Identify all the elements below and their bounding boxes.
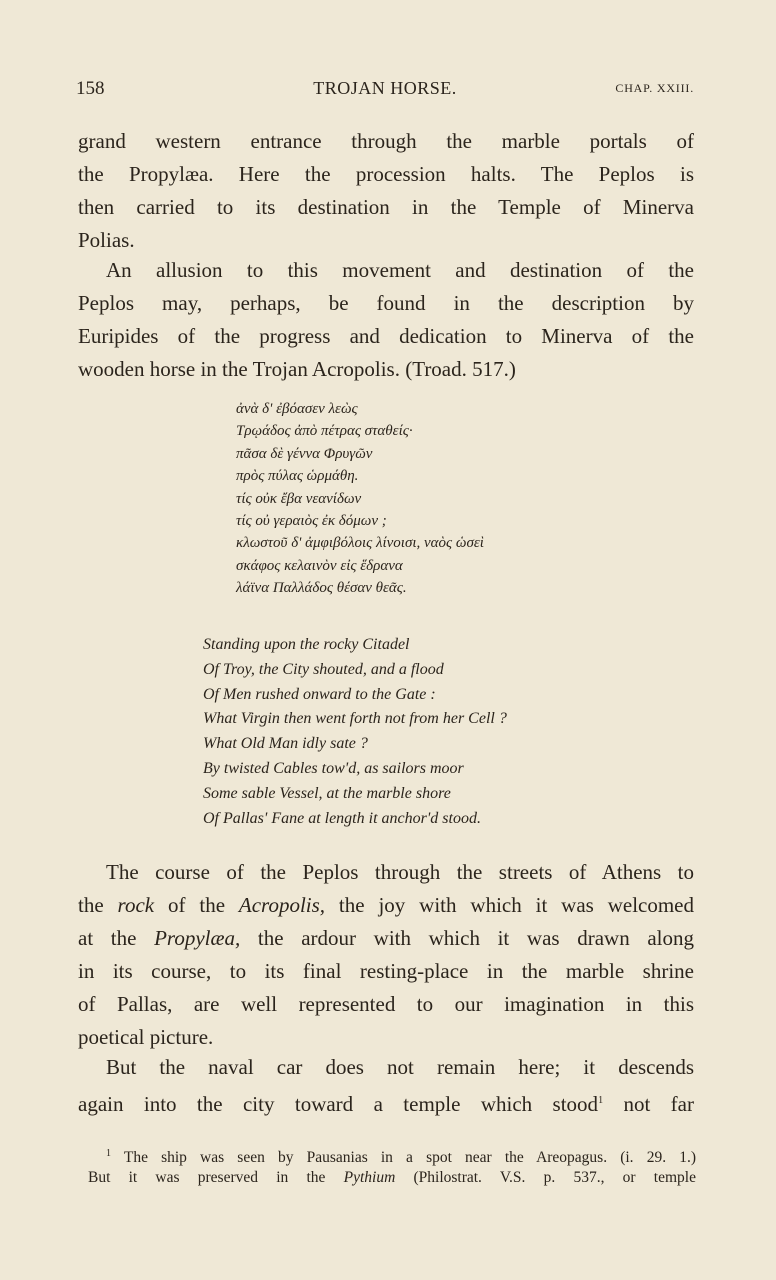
text-line: poetical picture. <box>78 1025 214 1049</box>
text-run: The ship was seen by Pausanias in a spot near the Areopagus. (i. 29. 1.) <box>123 1149 696 1167</box>
verse-line: λάϊνα Παλλάδος θέσαν θεᾶς. <box>236 580 407 597</box>
verse-line: σκάφος κελαινὸν εἰς ἕδρανα <box>236 557 403 574</box>
chapter-label: CHAP. XXIII. <box>615 81 694 95</box>
translation-line: By twisted Cables tow'd, as sailors moor <box>203 759 464 777</box>
italic-term: rock <box>117 893 155 917</box>
text-line: Peplos may, perhaps, be found in the description by <box>78 291 694 315</box>
text-line: But the naval car does not remain here; it descends <box>106 1055 694 1079</box>
translation-line: What Old Man idly sate ? <box>203 735 368 753</box>
verse-line: πᾶσα δὲ γέννα Φρυγῶν <box>236 445 373 462</box>
page-number: 158 <box>76 78 105 99</box>
greek-verse <box>236 398 484 600</box>
text-line: the Propylæa. Here the procession halts. The Peplos is <box>78 162 694 186</box>
text-line <box>78 1084 694 1117</box>
text-line: An allusion to this movement and destination of the <box>106 258 694 282</box>
verse-line: τίς οὐ γεραιὸς ἐκ δόμων ; <box>236 512 387 529</box>
paragraph-4 <box>78 1051 694 1117</box>
verse-line: ἀνὰ δ' ἐβόασεν λεὼς <box>236 401 358 417</box>
text-run: (Philostrat. V.S. p. 537., or temple <box>395 1169 696 1186</box>
running-head <box>76 72 694 102</box>
text-line: Polias. <box>78 228 135 252</box>
translation-line: Standing upon the rocky Citadel <box>203 636 410 653</box>
italic-term: Acropolis, <box>238 893 326 917</box>
translation-line: Some sable Vessel, at the marble shore <box>203 784 451 802</box>
text-run: the ardour with which it was drawn along <box>240 926 694 950</box>
italic-term: Propylæa, <box>154 926 241 950</box>
footnotes <box>88 1142 696 1190</box>
verse-line: τίς οὐκ ἔβα νεανίδων <box>236 490 362 507</box>
text-line: grand western entrance through the marble portals of <box>78 129 694 153</box>
italic-term: Pythium <box>343 1169 396 1186</box>
verse-line: Τρῳάδος ἀπὸ πέτρας σταθείς· <box>236 423 413 440</box>
footnote-number: 1 <box>106 1148 111 1159</box>
translation-line: Of Pallas' Fane at length it anchor'd stood. <box>203 809 481 827</box>
text-line <box>78 922 694 955</box>
text-run: of the <box>154 893 239 917</box>
footnote-line <box>88 1166 696 1190</box>
text-run: the <box>78 893 118 917</box>
translation-line: Of Men rushed onward to the Gate : <box>203 685 436 703</box>
paragraph-1 <box>78 125 694 257</box>
verse-line: πρὸς πύλας ὡρμάθη. <box>236 468 359 485</box>
text-line: in its course, to its final resting-place in the marble shrine <box>78 959 694 983</box>
text-run: again into the city toward a temple which stood <box>78 1092 599 1116</box>
text-line: Euripides of the progress and dedication to Minerva of the <box>78 324 694 348</box>
verse-line: κλωστοῦ δ' ἀμφιβόλοις λίνοισι, ναὸς ὡσεὶ <box>236 535 484 552</box>
translation-line: What Virgin then went forth not from her Cell ? <box>203 710 507 728</box>
text-run: at the <box>78 926 155 950</box>
text-run: the joy with which it was welcomed <box>325 893 695 917</box>
paragraph-3 <box>78 856 694 1054</box>
paragraph-2 <box>78 254 694 386</box>
text-line: wooden horse in the Trojan Acropolis. (Troad. 517.) <box>78 357 516 381</box>
text-line <box>78 889 694 922</box>
text-line: The course of the Peplos through the streets of Athens to <box>106 860 694 884</box>
running-title: TROJAN HORSE. <box>313 78 457 98</box>
text-line: then carried to its destination in the Temple of Minerva <box>78 195 694 219</box>
text-run: not far <box>603 1092 694 1116</box>
footnote-marker[interactable]: 1 <box>598 1095 604 1106</box>
text-line: of Pallas, are well represented to our imagination in this <box>78 992 694 1016</box>
translation-line: Of Troy, the City shouted, and a flood <box>203 660 444 678</box>
footnote-line <box>88 1142 696 1166</box>
verse-translation <box>203 633 507 831</box>
text-run: But it was preserved in the <box>88 1169 344 1186</box>
